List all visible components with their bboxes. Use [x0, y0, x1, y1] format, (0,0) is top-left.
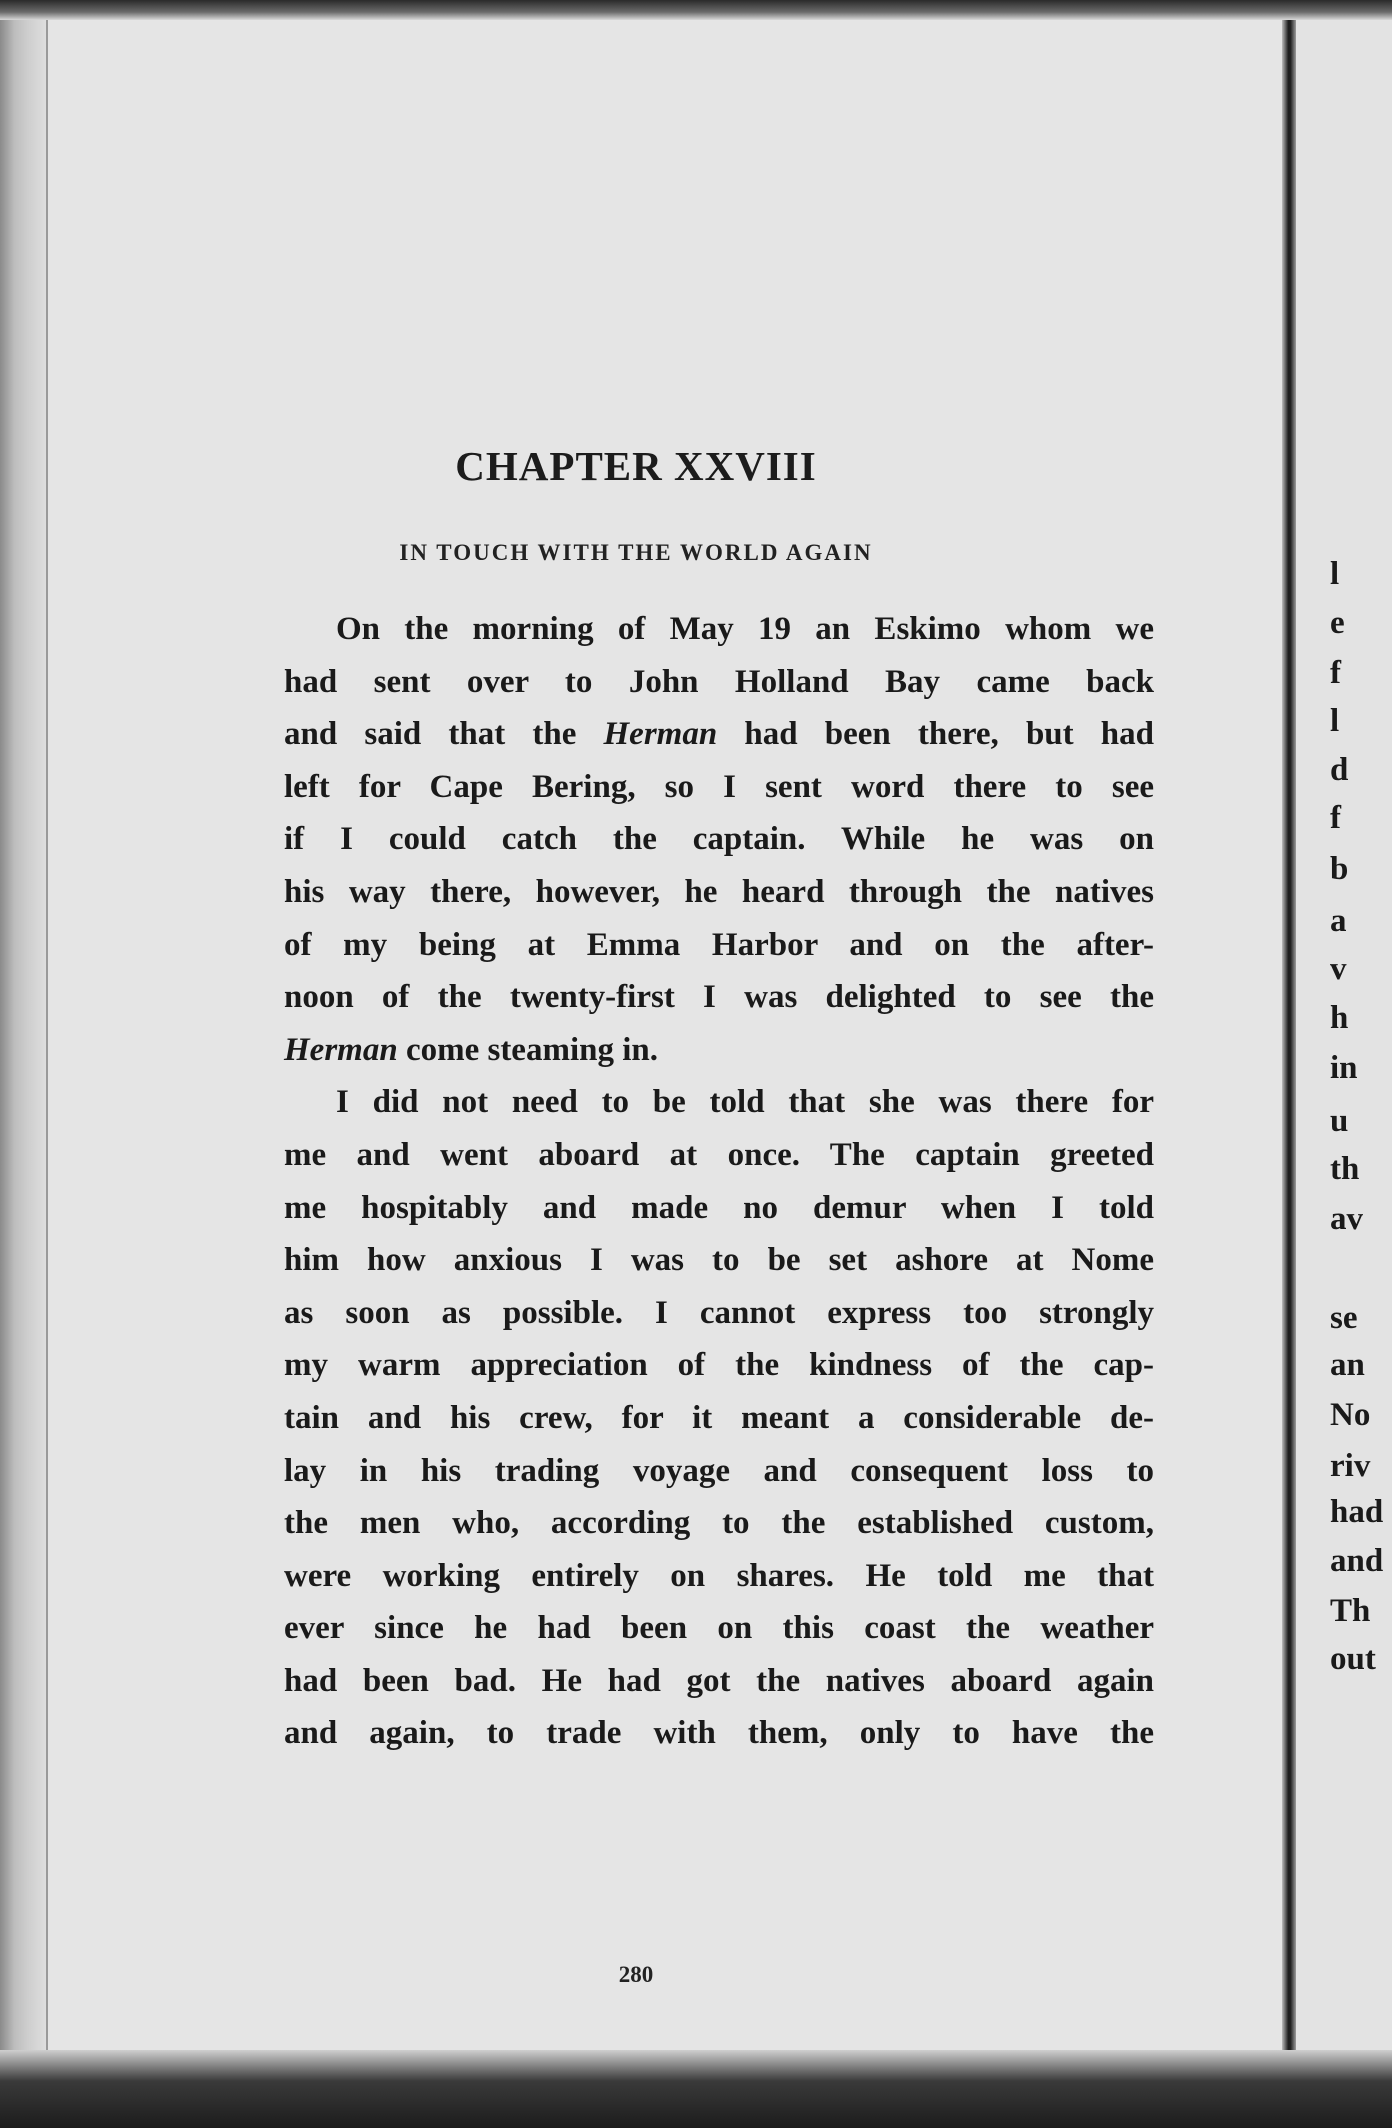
- page-edge-left: [0, 0, 48, 2128]
- text-line: had sent over to John Holland Bay came back: [284, 663, 1154, 700]
- text-segment: had been there, but had: [717, 716, 1155, 753]
- text-line: of my being at Emma Harbor and on the after-: [284, 926, 1154, 963]
- facing-page-fragment: f: [1330, 800, 1341, 836]
- text-segment: come steaming in.: [397, 1031, 658, 1068]
- text-line: ever since he had been on this coast the weather: [284, 1610, 1154, 1647]
- text-line: me hospitably and made no demur when I told: [284, 1189, 1154, 1226]
- facing-page-fragment: th: [1330, 1151, 1360, 1187]
- facing-page-fragment: h: [1330, 1000, 1349, 1036]
- page-number: 280: [618, 1962, 654, 1987]
- text-line: left for Cape Bering, so I sent word there to see: [284, 768, 1154, 805]
- text-line: lay in his trading voyage and consequent loss to: [284, 1452, 1154, 1489]
- facing-page-fragment: e: [1330, 605, 1345, 641]
- facing-page-fragment: d: [1330, 752, 1349, 788]
- facing-page-fragment: No: [1330, 1397, 1371, 1433]
- facing-page: [1296, 20, 1392, 2060]
- text-line: had been bad. He had got the natives aboard again: [284, 1662, 1154, 1699]
- text-line: and again, to trade with them, only to have the: [284, 1715, 1154, 1752]
- facing-page-fragment: and: [1330, 1543, 1384, 1579]
- text-segment: and said that the: [284, 716, 604, 753]
- text-line: if I could catch the captain. While he was on: [284, 821, 1154, 858]
- facing-page-fragment: an: [1330, 1347, 1365, 1383]
- facing-page-fragment: l: [1330, 703, 1340, 739]
- italic-ship-name: Herman: [284, 1031, 398, 1068]
- text-line: I did not need to be told that she was there for: [336, 1084, 1154, 1121]
- facing-page-fragment: av: [1330, 1201, 1363, 1237]
- text-line: as soon as possible. I cannot express too strongly: [284, 1294, 1154, 1331]
- italic-ship-name: Herman: [603, 716, 718, 753]
- facing-page-fragment: out: [1330, 1641, 1376, 1677]
- text-line: him how anxious I was to be set ashore at Nome: [284, 1242, 1154, 1279]
- text-line: noon of the twenty-first I was delighted to see the: [284, 979, 1154, 1016]
- chapter-number: CHAPTER XXVIII: [455, 443, 817, 489]
- text-line: [284, 708, 1154, 761]
- facing-page-fragment: v: [1330, 951, 1347, 987]
- facing-page-fragment: a: [1330, 903, 1347, 939]
- text-line: On the morning of May 19 an Eskimo whom we: [336, 611, 1154, 647]
- text-line: my warm appreciation of the kindness of the cap-: [284, 1347, 1154, 1384]
- scan-bottom-shadow: [0, 2050, 1392, 2128]
- facing-page-fragment: b: [1330, 851, 1349, 887]
- facing-page-fragment: se: [1330, 1300, 1358, 1336]
- facing-page-fragment: had: [1330, 1494, 1384, 1530]
- text-line: his way there, however, he heard through the natives: [284, 873, 1154, 910]
- text-line: the men who, according to the established custom,: [284, 1505, 1154, 1542]
- facing-page-fragment: in: [1330, 1050, 1358, 1086]
- text-line: tain and his crew, for it meant a considerable de-: [284, 1399, 1154, 1436]
- book-gutter: [1282, 0, 1296, 2128]
- chapter-title: IN TOUCH WITH THE WORLD AGAIN: [399, 540, 873, 565]
- body-text: [284, 603, 1154, 1760]
- facing-page-fragment: u: [1330, 1103, 1349, 1139]
- text-line: were working entirely on shares. He told me that: [284, 1557, 1154, 1594]
- scan-top-shadow: [0, 0, 1392, 20]
- facing-page-fragment: f: [1330, 655, 1341, 691]
- facing-page-fragment: riv: [1330, 1448, 1371, 1484]
- facing-page-fragment: l: [1330, 556, 1340, 592]
- text-line: [284, 1024, 1154, 1077]
- text-line: me and went aboard at once. The captain greeted: [284, 1136, 1154, 1173]
- facing-page-fragment: Th: [1330, 1593, 1371, 1629]
